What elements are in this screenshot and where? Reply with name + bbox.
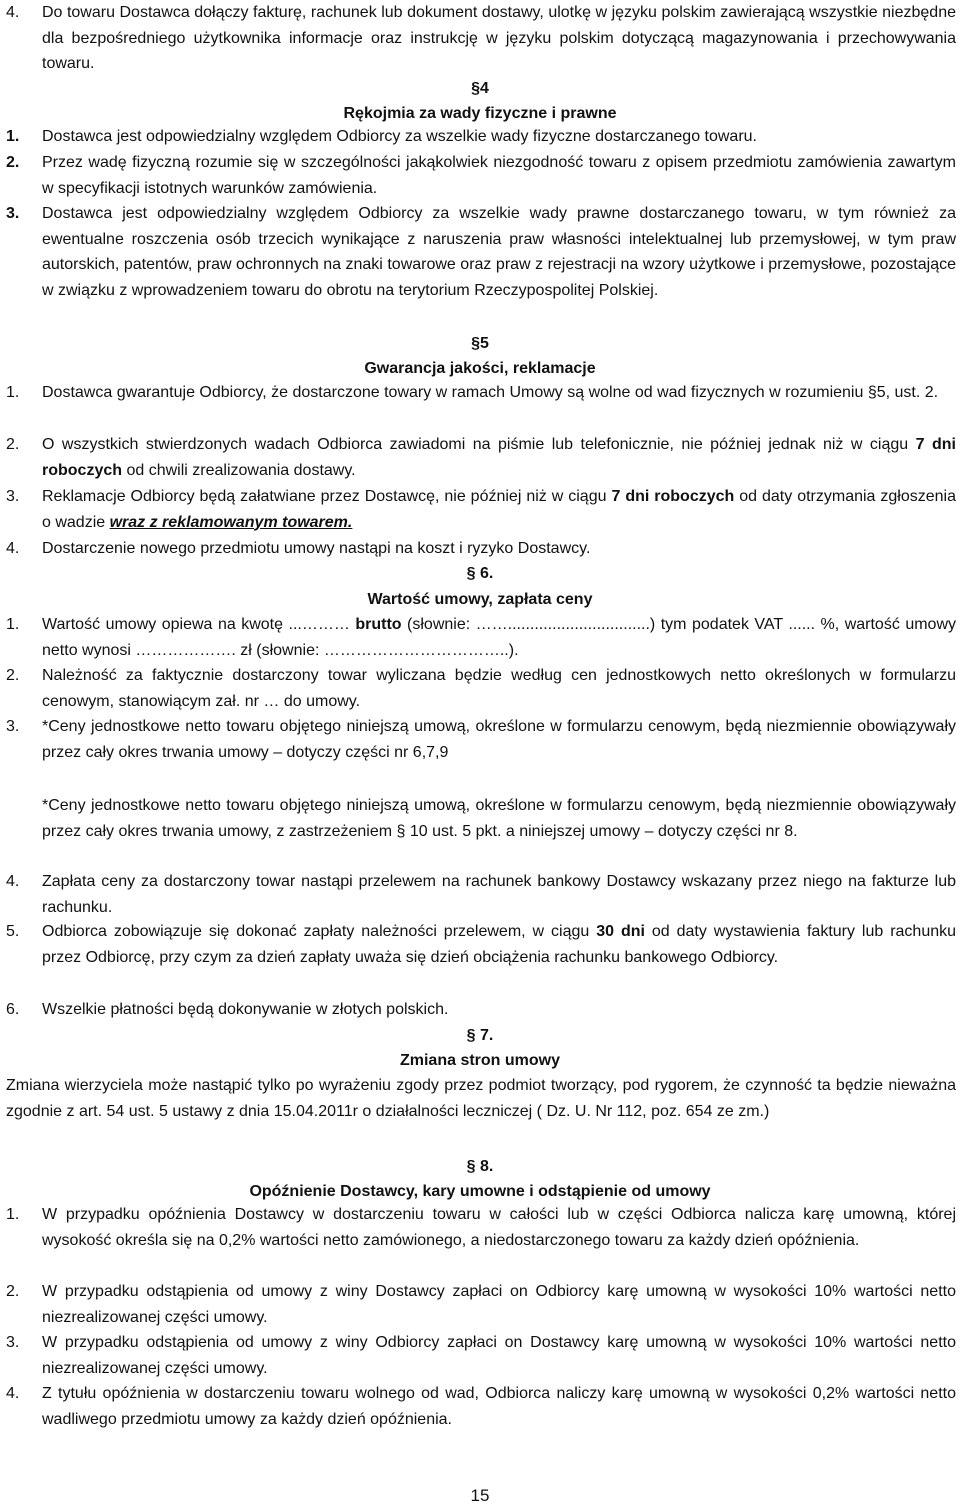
section-title: Gwarancja jakości, reklamacje (364, 360, 596, 377)
item-number: 2. (6, 154, 20, 171)
list-item (6, 484, 956, 535)
list-item (6, 612, 956, 663)
section-title: Opóźnienie Dostawcy, kary umowne i odstąpienie od umowy (249, 1183, 711, 1200)
list-item (6, 0, 956, 77)
item-text: *Ceny jednostkowe netto towaru objętego niniejszą umową, określone w formularzu cenowym, będą niezmiennie obowiązywały przez cały okres trwania umowy – dotyczy części nr 6,7,9 (42, 718, 956, 761)
item-number: 2. (6, 436, 20, 453)
paragraph: *Ceny jednostkowe netto towaru objętego niniejszą umową, określone w formularzu cenowym, będą niezmiennie obowiązywały przez cały okres trwania umowy, z zastrzeżeniem § 10 ust. 5 pkt. a niniejszej umowy – dotyczy części nr 8. (42, 797, 956, 840)
list-item (6, 124, 956, 150)
item-text: Należność za faktycznie dostarczony towar wyliczana będzie według cen jednostkowych netto określonych w formularzu cenowym, stanowiącym zał. nr … do umowy. (42, 667, 956, 710)
item-number: 6. (6, 1001, 20, 1018)
item-number: 1. (6, 1206, 20, 1223)
item-number: 3. (6, 205, 20, 222)
item-text: Dostawca gwarantuje Odbiorcy, że dostarczone towary w ramach Umowy są wolne od wad fizycznych w rozumieniu §5, ust. 2. (42, 384, 939, 401)
list-item (6, 150, 956, 201)
item-text: O wszystkich stwierdzonych wadach Odbiorca zawiadomi na piśmie lub telefonicznie, nie później jednak niż w ciągu 7 dni roboczych od chwili zrealizowania dostawy. (42, 436, 956, 479)
item-number: 2. (6, 1283, 20, 1300)
item-text: Z tytułu opóźnienia w dostarczeniu towaru wolnego od wad, Odbiorca naliczy karę umowną w wysokości 0,2% wartości netto wadliwego przedmiotu umowy za każdy dzień opóźnienia. (42, 1385, 956, 1428)
section-title: Wartość umowy, zapłata ceny (367, 591, 593, 608)
item-text: Zapłata ceny za dostarczony towar nastąpi przelewem na rachunek bankowy Dostawcy wskazany przez niego na fakturze lub rachunku. (42, 873, 956, 916)
item-text: Wszelkie płatności będą dokonywanie w złotych polskich. (42, 1001, 449, 1018)
section-title: Rękojmia za wady fizyczne i prawne (343, 105, 617, 122)
list-item (6, 663, 956, 714)
item-text: Odbiorca zobowiązuje się dokonać zapłaty należności przelewem, w ciągu 30 dni od daty wystawienia faktury lub rachunku przez Odbiorcę, przy czym za dzień zapłaty uważa się dzień obciążenia rachunku bankowego Odbiorcy. (42, 923, 957, 966)
item-number: 4. (6, 873, 20, 890)
item-number: 1. (6, 384, 20, 401)
section-sign: §4 (471, 80, 489, 97)
section-title: Zmiana stron umowy (399, 1052, 561, 1069)
list-item (6, 536, 956, 562)
item-text: W przypadku opóźnienia Dostawcy w dostarczeniu towaru w całości lub w części Odbiorca nalicza karę umowną, której wysokość określa się na 0,2% wartości netto zamówionego, a niedostarczonego towaru za każdy dzień opóźnienia. (42, 1206, 956, 1249)
item-number: 1. (6, 128, 20, 145)
item-number: 4. (6, 4, 20, 21)
list-item (6, 201, 956, 303)
item-text: W przypadku odstąpienia od umowy z winy Dostawcy zapłaci on Odbiorcy karę umowną w wysokości 10% wartości netto niezrealizowanej części umowy. (42, 1283, 956, 1326)
section-sign: § 8. (466, 1158, 494, 1175)
item-number: 3. (6, 718, 20, 735)
item-number: 1. (6, 616, 20, 633)
list-item (6, 714, 956, 765)
list-item (6, 1202, 956, 1253)
list-item (6, 432, 956, 483)
section-sign: §5 (471, 335, 489, 352)
list-item (6, 997, 956, 1023)
item-number: 3. (6, 488, 20, 505)
item-number: 5. (6, 923, 20, 940)
item-number: 2. (6, 667, 20, 684)
item-number: 4. (6, 1385, 20, 1402)
item-text: W przypadku odstąpienia od umowy z winy Odbiorcy zapłaci on Dostawcy karę umowną w wysokości 10% wartości netto niezrealizowanej części umowy. (42, 1334, 956, 1377)
item-text: Dostawca jest odpowiedzialny względem Odbiorcy za wszelkie wady prawne dostarczanego towaru, w tym również za ewentualne roszczenia osób trzecich wynikające z naruszenia praw własności intelektualnej lub przemysłowej, w tym praw autorskich, patentów, praw ochronnych na znaki towarowe oraz praw z rejestracji na wzory użytkowe i przemysłowe, pozostające w związku z wprowadzeniem towaru do obrotu na terytorium Rzeczypospolitej Polskiej. (42, 205, 956, 299)
list-item (6, 869, 956, 920)
list-item (6, 380, 956, 406)
item-text: Przez wadę fizyczną rozumie się w szczególności jakąkolwiek niezgodność towaru z opisem przedmiotu zamówienia zawartym w specyfikacji istotnych warunków zamówienia. (42, 154, 956, 197)
section-sign: § 7. (466, 1027, 494, 1044)
list-item (6, 1381, 956, 1432)
section-sign: § 6. (466, 565, 494, 582)
list-item (6, 1330, 956, 1381)
item-text: Do towaru Dostawca dołączy fakturę, rachunek lub dokument dostawy, ulotkę w języku polskim zawierającą wszystkie niezbędne dla bezpośredniego użytkownika informacje oraz instrukcję w języku polskim dotyczącą magazynowania i przechowywania towaru. (42, 4, 956, 72)
item-number: 3. (6, 1334, 20, 1351)
item-number: 4. (6, 540, 20, 557)
item-text: Wartość umowy opiewa na kwotę ...……… brutto (słownie: ……................................) tym podatek VAT ...... %, wartość umowy netto wynosi ………………. zł (słownie: ……………………………..). (42, 616, 956, 659)
list-item (6, 1279, 956, 1330)
page-number: 15 (470, 1486, 490, 1505)
list-item (6, 919, 956, 970)
item-text: Dostarczenie nowego przedmiotu umowy nastąpi na koszt i ryzyko Dostawcy. (42, 540, 591, 557)
item-text: Reklamacje Odbiorcy będą załatwiane przez Dostawcę, nie później niż w ciągu 7 dni roboczych od daty otrzymania zgłoszenia o wadzie wraz z reklamowanym towarem. (42, 488, 957, 531)
item-text: Dostawca jest odpowiedzialny względem Odbiorcy za wszelkie wady fizyczne dostarczanego towaru. (42, 128, 757, 145)
paragraph: Zmiana wierzyciela może nastąpić tylko po wyrażeniu zgody przez podmiot tworzący, pod rygorem, że czynność ta będzie nieważna zgodnie z art. 54 ust. 5 ustawy z dnia 15.04.2011r o działalności leczniczej ( Dz. U. Nr 112, poz. 654 ze zm.) (6, 1077, 956, 1120)
